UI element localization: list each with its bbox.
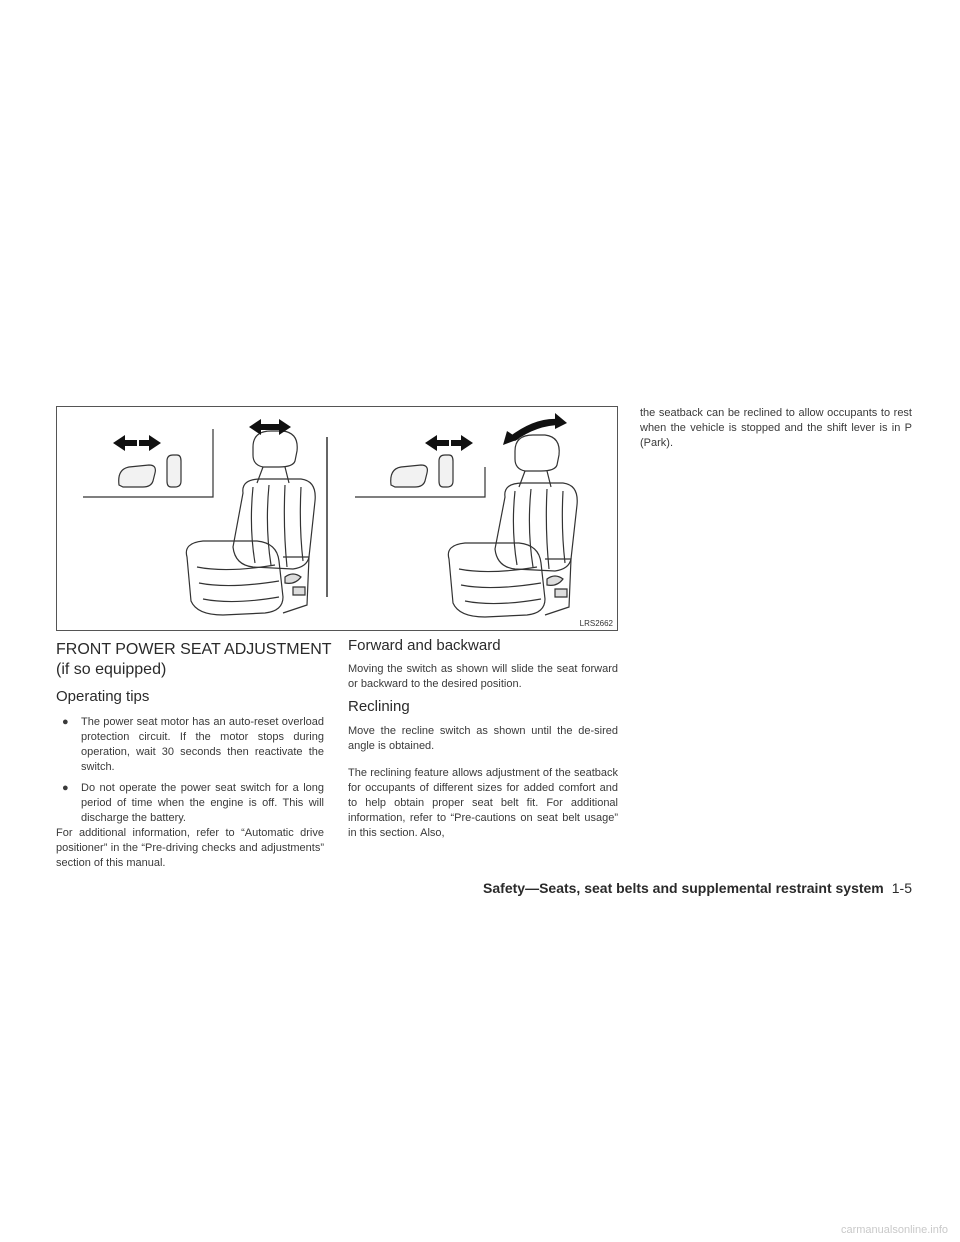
reclining-body-1: Move the recline switch as shown until the de-sired angle is obtained.	[348, 725, 618, 752]
reclining-body-3: the seatback can be reclined to allow occupants to rest when the vehicle is stopped and the shift lever is in P (Park).	[640, 407, 912, 449]
seat-right-icon	[448, 435, 577, 617]
forward-backward-heading: Forward and backward	[348, 637, 501, 654]
bullet-text-2: Do not operate the power seat switch for a long period of time when the engine is off. This will discharge the battery.	[81, 782, 324, 824]
bullet-icon: ●	[62, 782, 69, 794]
recline-arrow-icon	[503, 413, 567, 445]
list-item	[62, 781, 324, 829]
seat-adjustment-illustration	[56, 406, 618, 631]
slide-arrows-icon	[113, 435, 161, 451]
section-title-line2: (if so equipped)	[56, 661, 167, 678]
footer-title: Safety—Seats, seat belts and supplemental restraint system	[483, 880, 884, 896]
page-footer	[483, 880, 912, 896]
seat-left-icon	[186, 431, 315, 615]
section-title-line1: FRONT POWER SEAT ADJUSTMENT	[56, 641, 332, 658]
reclining-body-2: The reclining feature allows adjustment of the seatback for occupants of different sizes for added comfort and to help obtain proper seat belt fit. For additional information, refer to “Pre-cautions on seat belt usage” in this section. Also,	[348, 767, 618, 839]
recline-slide-arrows-icon	[425, 435, 473, 451]
list-item	[62, 715, 324, 775]
operating-tips-heading: Operating tips	[56, 688, 150, 705]
more-info-paragraph: For additional information, refer to “Automatic drive positioner” in the “Pre-driving checks and adjustments” section of this manual.	[56, 827, 324, 869]
figure-id: LRS2662	[579, 619, 613, 628]
bullet-icon: ●	[62, 716, 69, 728]
forward-backward-body: Moving the switch as shown will slide the seat forward or backward to the desired position.	[348, 663, 618, 690]
headrest-arrow-icon	[249, 419, 291, 435]
recline-switch-icon	[391, 455, 453, 487]
page-number: 1-5	[891, 880, 912, 896]
bullet-text-1: The power seat motor has an auto-reset overload protection circuit. If the motor stops during operation, wait 30 seconds then reactivate the switch.	[81, 716, 324, 773]
watermark: carmanualsonline.info	[840, 1224, 948, 1236]
reclining-heading: Reclining	[348, 698, 410, 715]
seat-illustration-drawing	[57, 407, 617, 630]
seat-switch-icon	[119, 455, 181, 487]
